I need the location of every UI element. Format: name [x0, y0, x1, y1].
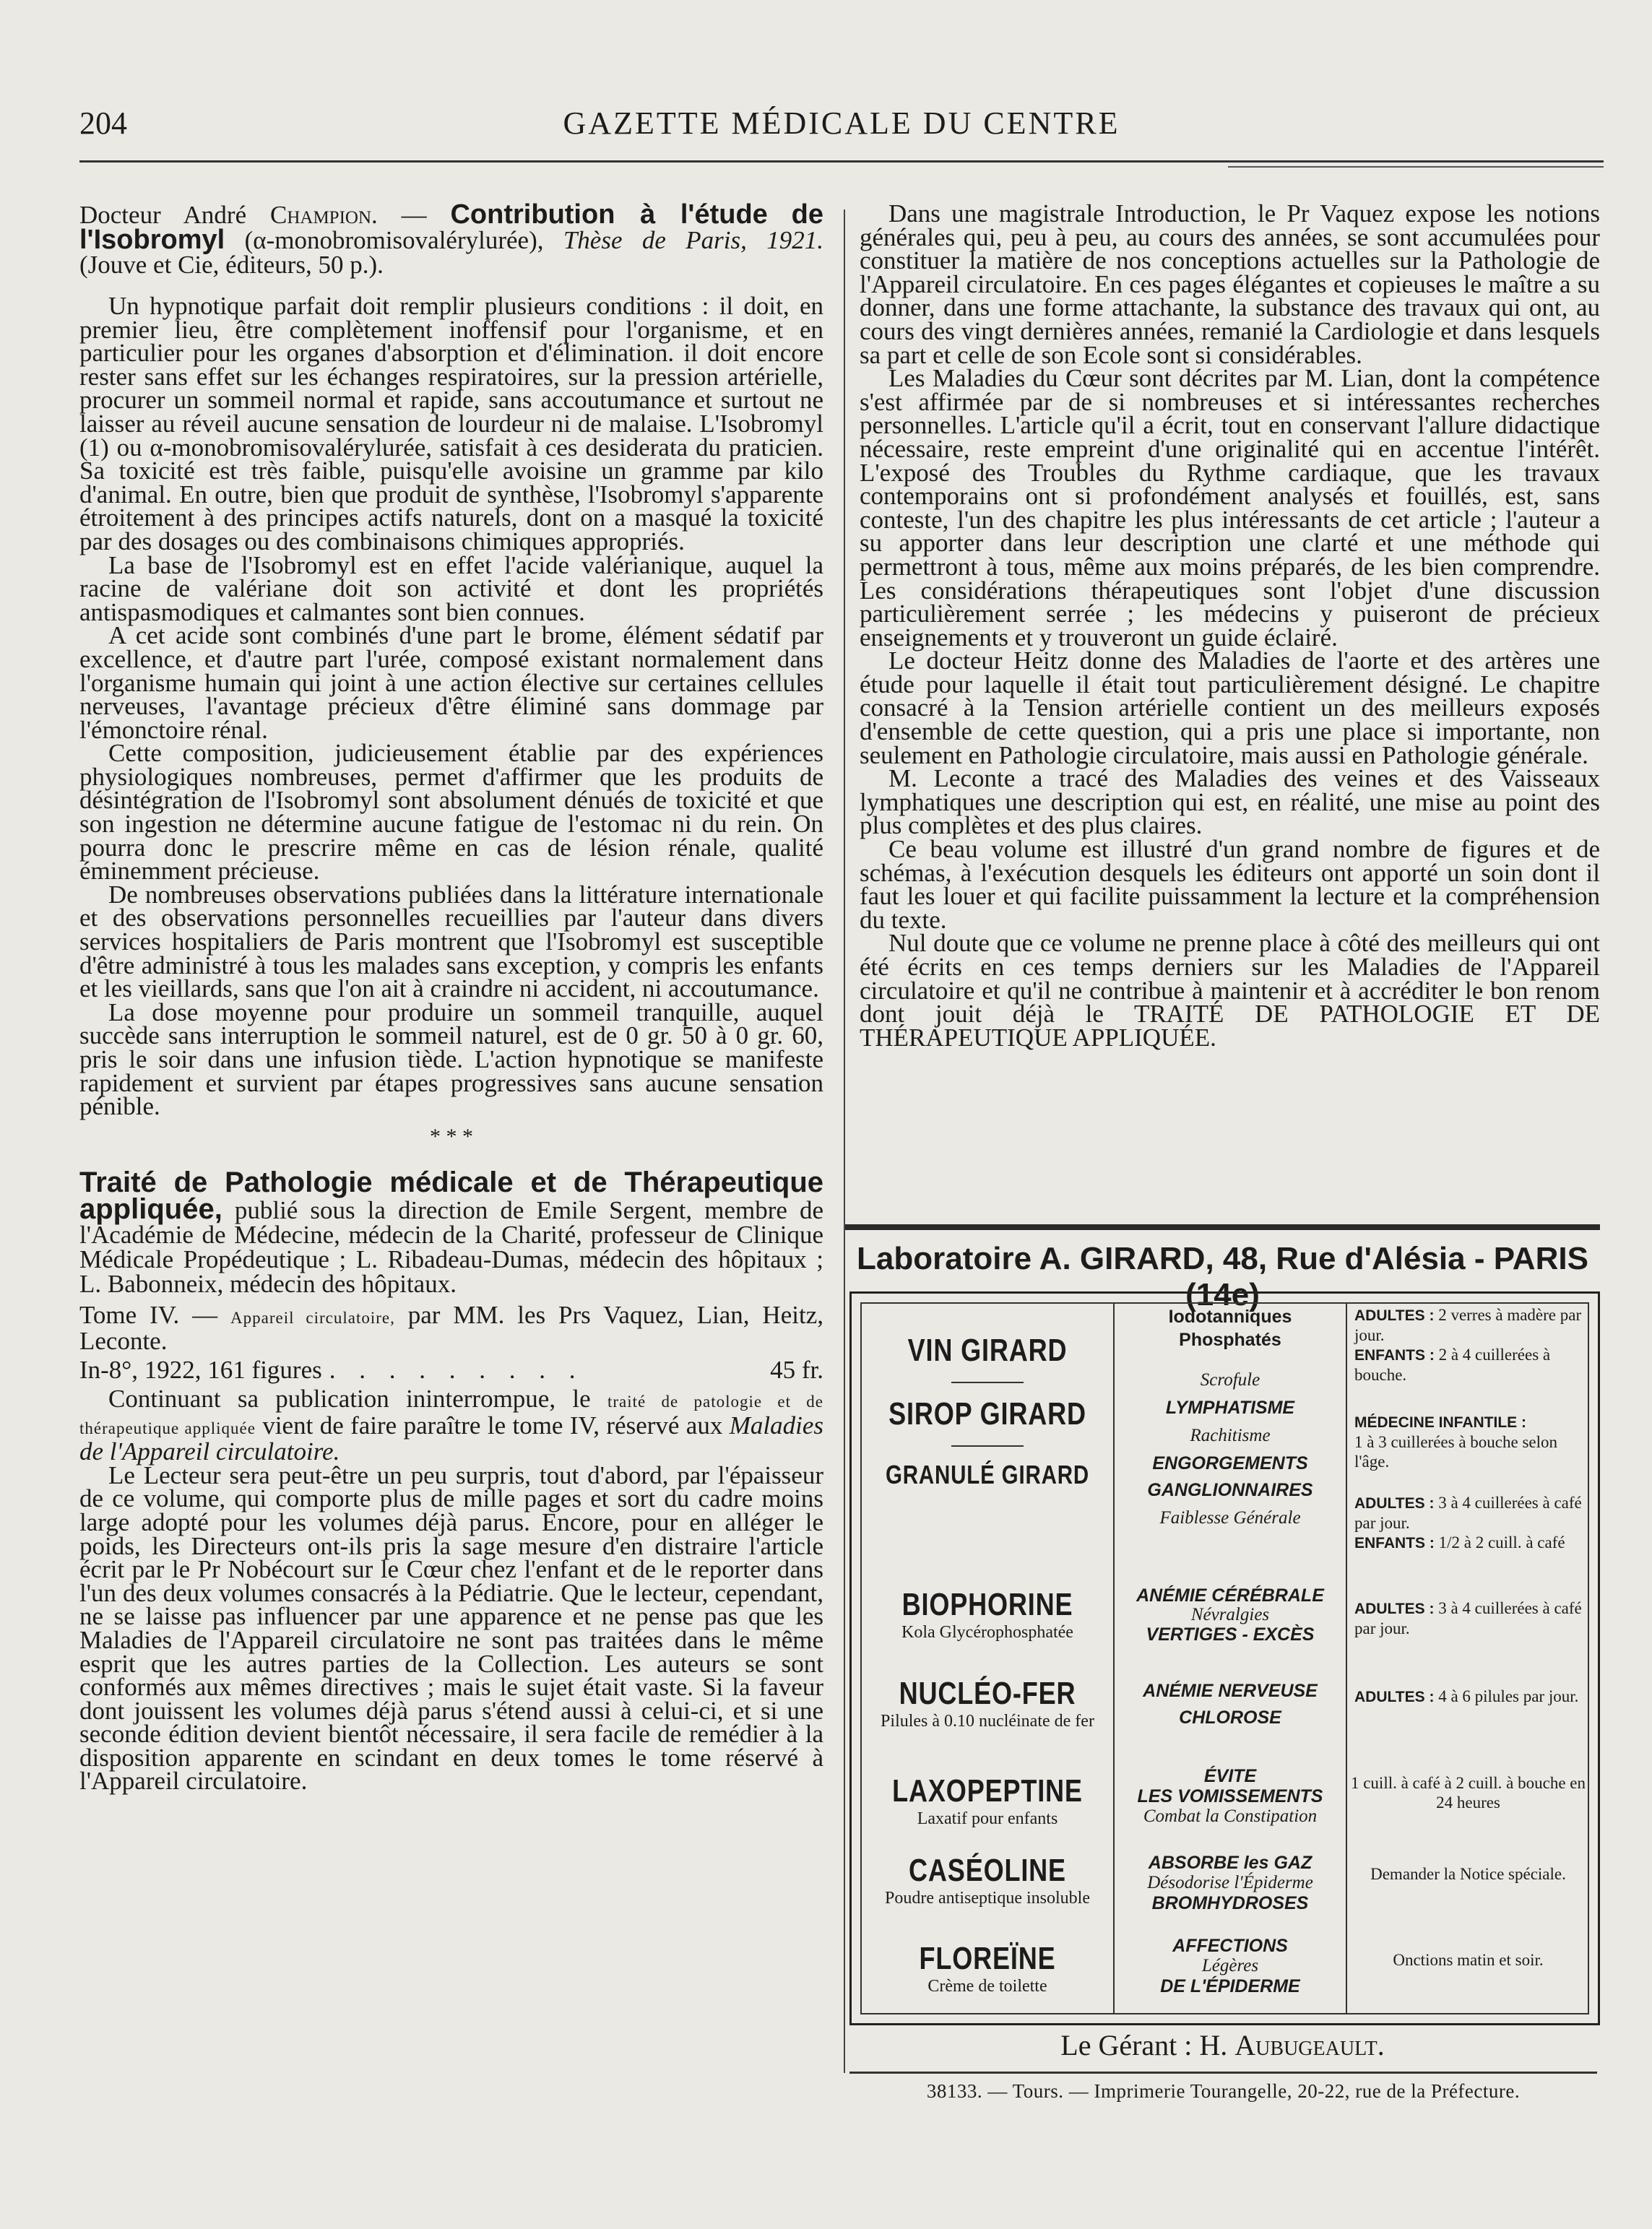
indication-text: GANGLIONNAIRES — [1147, 1480, 1313, 1500]
dosage-label: ADULTES : — [1354, 1601, 1435, 1617]
review-2-p1-text2: vient de faire paraître le tome IV, réservé aux — [255, 1411, 730, 1440]
indication-text: DE L'ÉPIDERME — [1160, 1976, 1300, 1996]
product-divider — [951, 1382, 1024, 1383]
tome-authors: par MM. les Prs Vaquez, Lian, Heitz, Leconte. — [79, 1300, 823, 1356]
indication-block — [1115, 1936, 1346, 1996]
product-name: CASÉOLINE — [909, 1853, 1066, 1888]
dosage-entry: 1 cuill. à café à 2 cuill. à bouche en 24 heures — [1350, 1774, 1586, 1812]
dosage-label: ADULTES : — [1354, 1307, 1435, 1324]
indication-text: Iodotanniques — [1168, 1307, 1292, 1327]
review-2-format: In-8°, 1922, 161 figures — [79, 1355, 322, 1384]
review-1-author: Champion. — [269, 201, 378, 229]
header-rule — [79, 160, 1604, 163]
indication-block — [1115, 1766, 1346, 1827]
dosage-entry: Demander la Notice spéciale. — [1370, 1865, 1566, 1883]
indication-block — [1115, 1678, 1346, 1731]
review-2-p1-caps: traité de patologie et de thérapeutique appliquée — [79, 1392, 823, 1437]
product-block — [862, 1587, 1113, 1642]
product-name: GRANULÉ GIRARD — [885, 1460, 1090, 1489]
review-1-paragraph: Cette composition, judicieusement établie par des expériences physiologiques nombreuses, permet d'affirmer que les produits de désintégration de l'Isobromyl sont absolument dénués de toxicité et que son ingestion ne détermine aucune fatigue de l'estomac ni du rein. On pourra donc le prescrire même en cas de lésion rénale, qualité éminemment précieuse. — [79, 739, 823, 886]
review-1-title-line1: Contribution à l'étude — [450, 199, 768, 230]
product-description: Pilules à 0.10 nucléinate de fer — [881, 1712, 1094, 1731]
left-column — [79, 199, 824, 1796]
product-block — [862, 1333, 1113, 1490]
dosage-entry — [1347, 1412, 1589, 1471]
review-2-continued-paragraph: M. Leconte a tracé des Maladies des veines et des Vaisseaux lymphatiques une description qui est, en réalité, une mise au point des plus complètes et des plus claires. — [860, 764, 1600, 840]
advert-top-rule — [845, 1224, 1600, 1230]
printer-imprint: 38133. — Tours. — Imprimerie Tourangelle, 20-22, rue de la Préfecture. — [926, 2080, 1521, 2102]
review-2-continued-paragraph: Nul doute que ce volume ne prenne place à côté des meilleurs qui ont été écrits en ces temps derniers sur les Maladies de l'Appareil circulatoire et qu'il ne contribue à maintenir et à accréditer le bon renom dont jouit déjà le TRAITÉ DE PATHOLOGIE ET DE THÉRAPEUTIQUE APPLIQUÉE. — [860, 929, 1600, 1052]
review-2-continued-paragraph: Les Maladies du Cœur sont décrites par M. Lian, dont la compétence s'est affirmée par de si nombreuses et si intéressantes recherches personnelles. L'article qu'il a écrit, tout en conservant l'allure didactique nécessaire, reste empreint d'une originalité qui en accentue l'intérêt. L'exposé des Troubles du Rythme cardiaque, que les travaux contemporains ont si profondément analysés et fouillés, est, sans conteste, l'un des chapitre les plus intéressants de cet article ; l'auteur a su apporter dans leur description une clarté et une méthode qui permettront à tous, même aux moins préparés, de les bien comprendre. Les considérations thérapeutiques sont l'objet d'une discussion particulièrement serrée ; les médecins y puiseront de précieux enseignements et y trouveront un guide éclairé. — [860, 364, 1600, 652]
indication-text: Faiblesse Générale — [1159, 1508, 1301, 1528]
indication-text: Scrofule — [1200, 1370, 1260, 1390]
review-1-dash: — — [377, 201, 451, 229]
indication-text: ABSORBE les GAZ — [1148, 1853, 1312, 1873]
review-2-title: Traité de Pathologie médicale et de Thérapeutique appliquée, — [79, 1166, 823, 1225]
gerant-name: Aubugeault. — [1234, 2029, 1385, 2061]
product-name: LAXOPEPTINE — [892, 1773, 1083, 1809]
review-2-paragraph-1 — [79, 1384, 823, 1466]
indication-block — [1115, 1585, 1346, 1645]
review-1-thesis: Thèse de Paris, 1921. — [563, 226, 823, 254]
gerant-line — [845, 2028, 1600, 2062]
indication-text: ENGORGEMENTS — [1152, 1453, 1308, 1473]
dosage-text: 3 à 4 cuillerées à café par jour. — [1354, 1494, 1582, 1532]
dosage-text: 4 à 6 pilules par jour. — [1434, 1687, 1579, 1705]
dosage-text: 1 à 3 cuillerées à bouche selon l'âge. — [1354, 1433, 1557, 1471]
review-2-byline: publié sous la direction de Emile Sergent, membre de l'Académie de Médecine, médecin de la Charité, professeur de Clinique Médicale Propédeutique ; L. Ribadeau-Dumas, médecin des hôpitaux ; L. Babonneix, médecin des hôpitaux. — [79, 1195, 823, 1298]
indication-block — [1115, 1853, 1346, 1913]
indication-text: LYMPHATISME — [1165, 1398, 1295, 1418]
indication-text: Névralgies — [1190, 1605, 1270, 1624]
review-1-subtitle: (α-monobromisovalérylurée), — [225, 226, 563, 254]
review-2-p1-text: Continuant sa publication ininterrompue, le — [108, 1384, 607, 1413]
review-1-paragraph: Un hypnotique parfait doit remplir plusieurs conditions : il doit, en premier lieu, être complètement inoffensif pour l'organisme, et en particulier pour les organes d'absorption et d'élimination. il doit encore rester sans effet sur les échanges respiratoires, sur la pression artérielle, procurer un sommeil normal et rapide, sans accoutumance et surtout ne laisser au réveil aucune sensation de lourdeur ni de malaise. L'Isobromyl (1) ou α-monobromisovalérylurée, satisfait à ces desiderata du praticien. Sa toxicité est très faible, puisqu'elle avoisine un gramme par kilo d'animal. En outre, bien que produit de synthèse, l'Isobromyl s'apparente étroitement à des principes actifs naturels, dont on a masqué la toxicité par des dosages ou des combinaisons chimiques appropriés. — [79, 292, 823, 555]
indication-text: ANÉMIE CÉRÉBRALE — [1136, 1585, 1324, 1606]
indication-text: CHLOROSE — [1179, 1708, 1281, 1728]
indication-text: ANÉMIE NERVEUSE — [1143, 1681, 1318, 1701]
product-divider — [951, 1445, 1024, 1447]
footer-rule — [849, 2072, 1597, 2074]
header-rule-secondary — [1228, 166, 1604, 168]
review-1-paragraph: La base de l'Isobromyl est en effet l'acide valérianique, auquel la racine de valériane doit son activité et dont les propriétés antispasmodiques et calmantes sont bien connues. — [79, 550, 823, 626]
review-1-heading — [79, 199, 824, 279]
product-name: NUCLÉO-FER — [899, 1676, 1076, 1711]
product-block — [862, 1941, 1113, 1996]
product-description: Crème de toilette — [927, 1977, 1047, 1996]
review-2-continued-paragraph: Dans une magistrale Introduction, le Pr Vaquez expose les notions générales qui, peu à peu, au cours des années, se sont accumulées pour constituer la matière de nos conceptions actuelles sur la Pathologie de l'Appareil circulatoire. En ces pages élégantes et copieuses le maître a su donner, dans une forme attachante, la substance des travaux qui ont, au cours des vingt dernières années, remanié la Cardiologie et dans lesquels sa part et celle de son Ecole sont si considérables. — [860, 199, 1600, 369]
right-column — [860, 199, 1600, 1052]
dosage-entry — [1347, 1598, 1589, 1638]
indication-text: LES VOMISSEMENTS — [1137, 1786, 1323, 1806]
gerant-prefix: Le Gérant : H. — [1060, 2029, 1235, 2061]
dosage-label: ENFANTS : — [1354, 1347, 1435, 1364]
indication-text: ÉVITE — [1203, 1766, 1257, 1786]
advert-heading: Laboratoire A. GIRARD, 48, Rue d'Alésia - PARIS (14e) — [857, 1241, 1588, 1312]
product-block — [862, 1853, 1113, 1908]
review-1-paragraph: La dose moyenne pour produire un sommeil tranquille, auquel succède sans interruption le sommeil naturel, est de 0 gr. 50 à 0 gr. 60, pris le soir dans une infusion tiède. L'action hypnotique se manifeste rapidement et survient par étapes progressives sans aucune sensation pénible. — [79, 997, 823, 1121]
indication-text: Rachitisme — [1190, 1426, 1271, 1445]
dosage-entry — [1347, 1687, 1589, 1707]
review-1-paragraph: A cet acide sont combinés d'une part le brome, élément sédatif par excellence, et d'autre part l'urée, composé existant normalement dans l'organisme humain qui joint à une action élective sur certaines cellules nerveuses, l'avantage précieux d'être éliminé sans dommage par l'émonctoire rénal. — [79, 621, 823, 744]
journal-title: GAZETTE MÉDICALE DU CENTRE — [563, 105, 1120, 141]
review-1-title-line2: de l'Isobromyl — [79, 199, 824, 255]
product-description: Laxatif pour enfants — [917, 1809, 1058, 1828]
column-divider — [844, 209, 845, 2073]
product-description: Kola Glycérophosphatée — [901, 1623, 1073, 1642]
tome-label: Tome IV. — — [79, 1300, 231, 1329]
dosage-entry: Onctions matin et soir. — [1393, 1951, 1544, 1969]
product-name: BIOPHORINE — [901, 1587, 1073, 1622]
advert-box — [849, 1291, 1600, 2025]
indication-text: AFFECTIONS — [1172, 1936, 1288, 1956]
tome-subject: Appareil circulatoire, — [230, 1308, 395, 1327]
section-separator: * * * — [430, 1124, 473, 1148]
indication-text: Désodorise l'Épiderme — [1147, 1873, 1313, 1892]
review-2-p1-italic: Maladies de l'Appareil circulatoire. — [79, 1411, 823, 1466]
product-name: FLOREÏNE — [919, 1941, 1056, 1976]
product-block — [862, 1773, 1113, 1828]
dosage-text: 2 à 4 cuillerées à bouche. — [1354, 1346, 1551, 1384]
product-description: Poudre antiseptique insoluble — [885, 1889, 1090, 1908]
review-1-author-prefix: Docteur André — [79, 201, 247, 229]
product-block — [862, 1676, 1113, 1731]
indication-text: BROMHYDROSES — [1151, 1893, 1309, 1913]
review-2-tome — [79, 1300, 823, 1356]
page-header — [79, 105, 1604, 155]
review-2-price: 45 fr. — [770, 1355, 823, 1384]
indication-text: Phosphatés — [1179, 1330, 1281, 1350]
review-2-continued-paragraph: Le docteur Heitz donne des Maladies de l'aorte et des artères une étude pour laquelle il était tout particulièrement désigné. Le chapitre consacré à la Tension artérielle contient un des meilleurs exposés d'ensemble de cette question, qui a pris une place si importante, non seulement en Pathologie circulatoire, mais aussi en Pathologie générale. — [860, 646, 1600, 769]
dosage-entry — [1347, 1493, 1589, 1553]
review-1-paragraph: De nombreuses observations publiées dans la littérature internationale et des observations personnelles recueillies par l'auteur dans divers services hospitaliers de Paris montrent que l'Isobromyl est susceptible d'être administré à tous les malades sans exception, y compris les enfants et les vieillards, sans que l'on ait à craindre ni accident, ni accoutumance. — [79, 880, 823, 1003]
dosage-label: ENFANTS : — [1354, 1535, 1435, 1551]
review-2-format-row — [79, 1355, 823, 1384]
product-name: VIN GIRARD — [907, 1333, 1068, 1368]
indication-text: Combat la Constipation — [1143, 1806, 1318, 1826]
dosage-text: 3 à 4 cuillerées à café par jour. — [1354, 1599, 1582, 1637]
dosage-text: 1/2 à 2 cuill. à café — [1434, 1533, 1565, 1551]
page-number: 204 — [79, 105, 127, 141]
dosage-label: ADULTES : — [1354, 1495, 1435, 1512]
review-2-paragraph-2: Le Lecteur sera peut-être un peu surpris, tout d'abord, par l'épaisseur de ce volume, qui comporte plus de mille pages et sort du cadre moins large adopté pour les volumes déjà parus. Encore, pour en alléger le poids, les Directeurs ont-ils pris la sage mesure d'en distraire l'article écrit par le Pr Nobécourt sur le Cœur chez l'enfant et de le reporter dans l'un des deux volumes consacrés à la Pédiatrie. Que le lecteur, cependant, ne se laisse pas influencer par une apparence et ne pense pas que les Maladies de l'Appareil circulatoire ne sont pas traitées dans le même esprit que les autres parties de la Collection. Les auteurs se sont conformés aux mêmes directives ; mais le sujet était vaste. Si la faveur dont jouissent les volumes déjà parus s'étend aussi à celui-ci, et si une seconde édition devient bientôt nécessaire, il sera facile de remédier à la disposition apparente en scindant en deux tomes le tome réservé à l'Appareil circulatoire. — [79, 1460, 823, 1796]
indication-block — [1115, 1305, 1346, 1533]
review-2-continued-paragraph: Ce beau volume est illustré d'un grand nombre de figures et de schémas, à l'exécution desquels les éditeurs ont apporté un soin dont il faut les louer et qui facilite puissamment la lecture et la compréhension du texte. — [860, 835, 1600, 934]
dosage-label: ADULTES : — [1354, 1689, 1435, 1705]
review-2-heading — [79, 1166, 823, 1298]
review-1-publisher: (Jouve et Cie, éditeurs, 50 p.). — [79, 251, 384, 279]
dosage-text: 2 verres à madère par jour. — [1354, 1306, 1582, 1344]
dosage-label: MÉDECINE INFANTILE : — [1354, 1414, 1527, 1431]
dosage-column — [1347, 1304, 1589, 1969]
indication-text: Légères — [1201, 1956, 1259, 1975]
advert-inner-frame — [860, 1302, 1589, 2014]
indication-text: VERTIGES - EXCÈS — [1146, 1624, 1315, 1645]
product-name: SIROP GIRARD — [888, 1396, 1086, 1432]
dosage-entry — [1347, 1305, 1589, 1385]
review-2-leader-dots: . . . . . . . . . — [329, 1357, 584, 1382]
